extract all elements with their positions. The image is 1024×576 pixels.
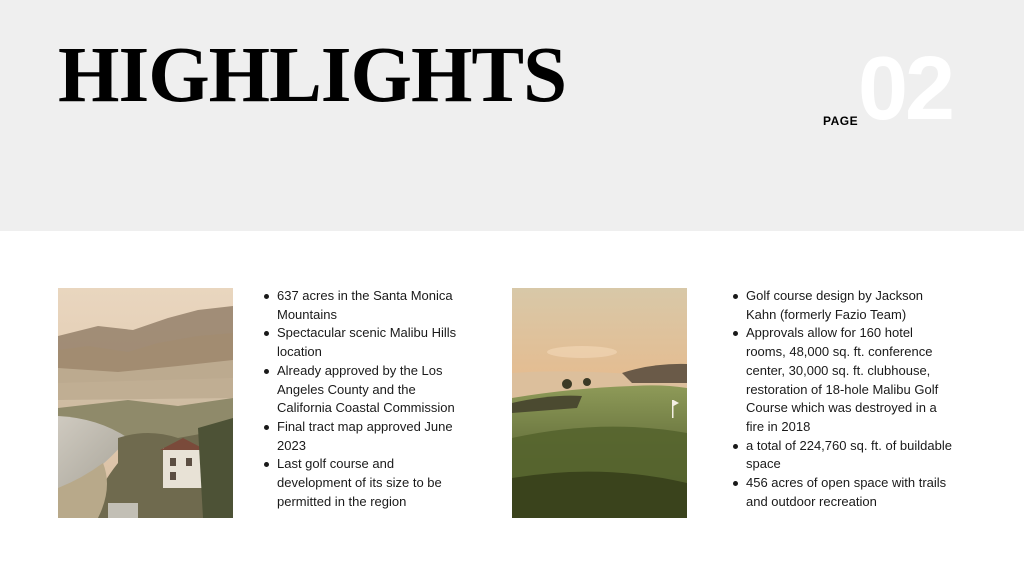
page-title: HIGHLIGHTS	[58, 32, 567, 119]
header-band	[0, 0, 1024, 231]
list-item: Spectacular scenic Malibu Hills location	[262, 324, 472, 361]
page-number: 02	[858, 39, 953, 139]
left-highlights-list	[262, 287, 472, 511]
list-item: 456 acres of open space with trails and outdoor recreation	[731, 474, 953, 511]
list-item: Already approved by the Los Angeles County and the California Coastal Commission	[262, 362, 472, 418]
right-highlights-list	[731, 287, 953, 511]
list-item: Approvals allow for 160 hotel rooms, 48,000 sq. ft. conference center, 30,000 sq. ft. clubhouse, restoration of 18-hole Malibu Golf Course which was destroyed in a fire in 2018	[731, 324, 953, 436]
list-item: Final tract map approved June 2023	[262, 418, 472, 455]
list-item: 637 acres in the Santa Monica Mountains	[262, 287, 472, 324]
coastal-hillside-photo	[58, 288, 233, 518]
list-item: Golf course design by Jackson Kahn (formerly Fazio Team)	[731, 287, 953, 324]
list-item: Last golf course and development of its size to be permitted in the region	[262, 455, 472, 511]
golf-course-sunset-photo	[512, 288, 687, 518]
list-item: a total of 224,760 sq. ft. of buildable space	[731, 437, 953, 474]
page-label: PAGE	[823, 114, 859, 128]
